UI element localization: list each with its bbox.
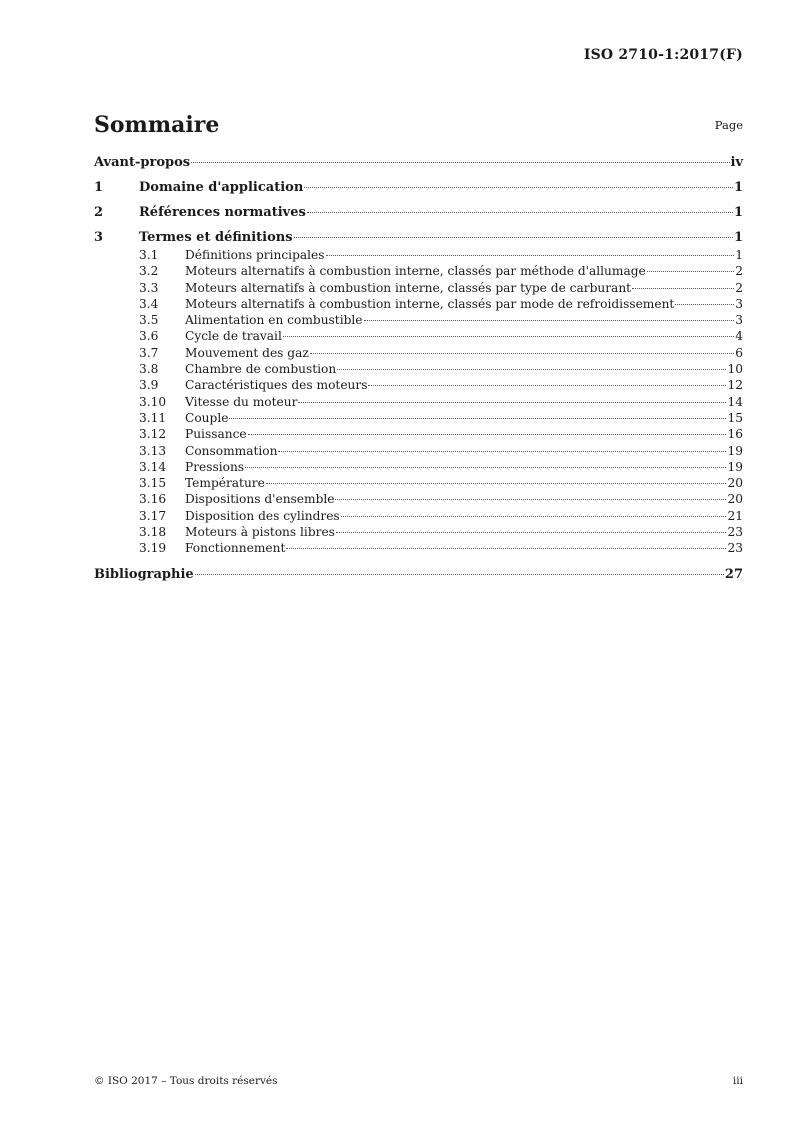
toc-entry-label: Domaine d'application	[139, 180, 304, 195]
dot-leader	[337, 369, 726, 370]
dot-leader	[307, 212, 733, 213]
toc-subentry[interactable]	[94, 509, 743, 525]
toc-entry-label: Couple	[185, 410, 229, 425]
toc-entry-section-1[interactable]	[94, 180, 743, 198]
dot-leader	[283, 336, 734, 337]
toc-entry-number: 3.13	[139, 443, 167, 458]
toc-entry-number: 3.12	[139, 427, 167, 442]
toc-entry-page: 19	[727, 443, 743, 458]
toc-entry-page: 4	[735, 329, 743, 344]
toc-entry-page: iv	[730, 155, 743, 170]
toc-entry-page: 23	[727, 525, 743, 540]
toc-subentry[interactable]	[94, 395, 743, 411]
dot-leader	[248, 434, 727, 435]
toc-entry-label: Fonctionnement	[185, 541, 286, 556]
dot-leader	[341, 516, 727, 517]
toc-entry-label: Moteurs à pistons libres	[185, 525, 335, 540]
toc-entry-page: 23	[727, 541, 743, 556]
toc-entry-number: 3.17	[139, 508, 167, 523]
table-of-contents	[94, 155, 743, 585]
toc-subentry[interactable]	[94, 444, 743, 460]
toc-entry-label: Avant-propos	[94, 155, 191, 170]
dot-leader	[278, 451, 726, 452]
toc-entry-label: Références normatives	[139, 205, 306, 220]
dot-leader	[286, 548, 726, 549]
dot-leader	[368, 385, 726, 386]
toc-entry-page: 1	[733, 230, 743, 245]
dot-leader	[335, 499, 726, 500]
footer-copyright: © ISO 2017 – Tous droits réservés	[94, 1075, 278, 1087]
toc-subentry[interactable]	[94, 297, 743, 313]
toc-entry-page: 27	[724, 566, 743, 582]
dot-leader	[326, 255, 735, 256]
toc-subentry[interactable]	[94, 313, 743, 329]
toc-entry-label: Caractéristiques des moteurs	[185, 378, 368, 393]
toc-subentry[interactable]	[94, 476, 743, 492]
toc-subentry[interactable]	[94, 541, 743, 557]
toc-entry-page: 3	[735, 313, 743, 328]
toc-entry-section-2[interactable]	[94, 205, 743, 223]
toc-entry-number: 3.9	[139, 378, 159, 393]
toc-entry-page: 1	[735, 248, 743, 262]
toc-entry-label: Chambre de combustion	[185, 362, 337, 377]
dot-leader	[229, 418, 726, 419]
toc-entry-label: Mouvement des gaz	[185, 345, 309, 360]
toc-entry-number: 3.11	[139, 410, 167, 425]
toc-entry-page: 3	[735, 296, 743, 311]
toc-subentry[interactable]	[94, 264, 743, 280]
dot-leader	[298, 402, 726, 403]
toc-entry-number: 3.2	[139, 264, 159, 279]
toc-entry-number: 3.10	[139, 394, 167, 409]
toc-subentry[interactable]	[94, 248, 743, 264]
toc-entry-label: Puissance	[185, 427, 247, 442]
dot-leader	[632, 288, 734, 289]
toc-entry-label: Pressions	[185, 459, 245, 474]
dot-leader	[675, 304, 734, 305]
toc-entry-page: 20	[727, 492, 743, 507]
toc-entry-label: Moteurs alternatifs à combustion interne, classés par méthode d'allumage	[185, 264, 646, 279]
dot-leader	[304, 187, 733, 188]
toc-entry-page: 19	[727, 459, 743, 474]
toc-entry-number: 3.8	[139, 362, 159, 377]
toc-entry-number: 3.19	[139, 541, 167, 556]
toc-entry-label: Dispositions d'ensemble	[185, 492, 335, 507]
dot-leader	[245, 467, 726, 468]
toc-entry-number: 3.6	[139, 329, 159, 344]
toc-entry-page: 20	[727, 476, 743, 491]
toc-entry-page: 14	[727, 394, 743, 409]
dot-leader	[195, 574, 724, 575]
toc-subentry[interactable]	[94, 492, 743, 508]
footer-page-number: iii	[732, 1075, 743, 1087]
toc-entry-number: 2	[94, 205, 104, 220]
toc-subentry[interactable]	[94, 346, 743, 362]
dot-leader	[191, 162, 729, 163]
toc-entry-number: 3.4	[139, 296, 159, 311]
toc-entry-foreword[interactable]	[94, 155, 743, 173]
toc-entry-number: 3.1	[139, 248, 159, 262]
toc-entry-label: Moteurs alternatifs à combustion interne, classés par mode de refroidissement	[185, 296, 675, 311]
toc-entry-page: 16	[727, 427, 743, 442]
toc-entry-number: 3.16	[139, 492, 167, 507]
toc-entry-number: 3.7	[139, 345, 159, 360]
dot-leader	[364, 320, 735, 321]
toc-subsection-list	[94, 248, 743, 558]
toc-subentry[interactable]	[94, 427, 743, 443]
toc-subentry[interactable]	[94, 525, 743, 541]
toc-entry-number: 3.5	[139, 313, 159, 328]
toc-entry-label: Vitesse du moteur	[185, 394, 298, 409]
toc-entry-number: 3.14	[139, 459, 167, 474]
dot-leader	[310, 353, 734, 354]
toc-entry-label: Température	[185, 476, 265, 491]
page-title: Sommaire	[94, 112, 220, 138]
dot-leader	[647, 271, 734, 272]
toc-entry-page: 6	[735, 345, 743, 360]
toc-entry-number: 3.3	[139, 280, 159, 295]
toc-entry-label: Moteurs alternatifs à combustion interne, classés par type de carburant	[185, 280, 632, 295]
toc-subentry[interactable]	[94, 362, 743, 378]
toc-entry-number: 3.15	[139, 476, 167, 491]
toc-entry-page: 1	[733, 205, 743, 220]
dot-leader	[294, 237, 733, 238]
toc-subentry[interactable]	[94, 460, 743, 476]
toc-entry-page: 2	[735, 280, 743, 295]
toc-subentry[interactable]	[94, 411, 743, 427]
toc-entry-number: 3	[94, 230, 104, 245]
toc-subentry[interactable]	[94, 329, 743, 345]
page-column-label: Page	[714, 118, 743, 132]
toc-entry-page: 21	[727, 508, 743, 523]
toc-entry-label: Cycle de travail	[185, 329, 282, 344]
toc-subentry[interactable]	[94, 378, 743, 394]
toc-entry-page: 2	[735, 264, 743, 279]
toc-entry-label: Bibliographie	[94, 566, 194, 582]
toc-entry-section-3[interactable]	[94, 230, 743, 248]
toc-entry-number: 3.18	[139, 525, 167, 540]
toc-entry-label: Consommation	[185, 443, 278, 458]
toc-entry-label: Termes et définitions	[139, 230, 293, 245]
toc-entry-number: 1	[94, 180, 104, 195]
toc-subentry[interactable]	[94, 281, 743, 297]
toc-entry-bibliography[interactable]	[94, 567, 743, 585]
toc-entry-page: 12	[727, 378, 743, 393]
toc-entry-label: Alimentation en combustible	[185, 313, 363, 328]
toc-entry-page: 10	[727, 362, 743, 377]
document-id: ISO 2710-1:2017(F)	[583, 47, 743, 63]
toc-entry-page: 1	[733, 180, 743, 195]
toc-entry-page: 15	[727, 410, 743, 425]
toc-entry-label: Disposition des cylindres	[185, 508, 340, 523]
toc-entry-label: Définitions principales	[185, 248, 325, 262]
dot-leader	[336, 532, 727, 533]
dot-leader	[266, 483, 727, 484]
